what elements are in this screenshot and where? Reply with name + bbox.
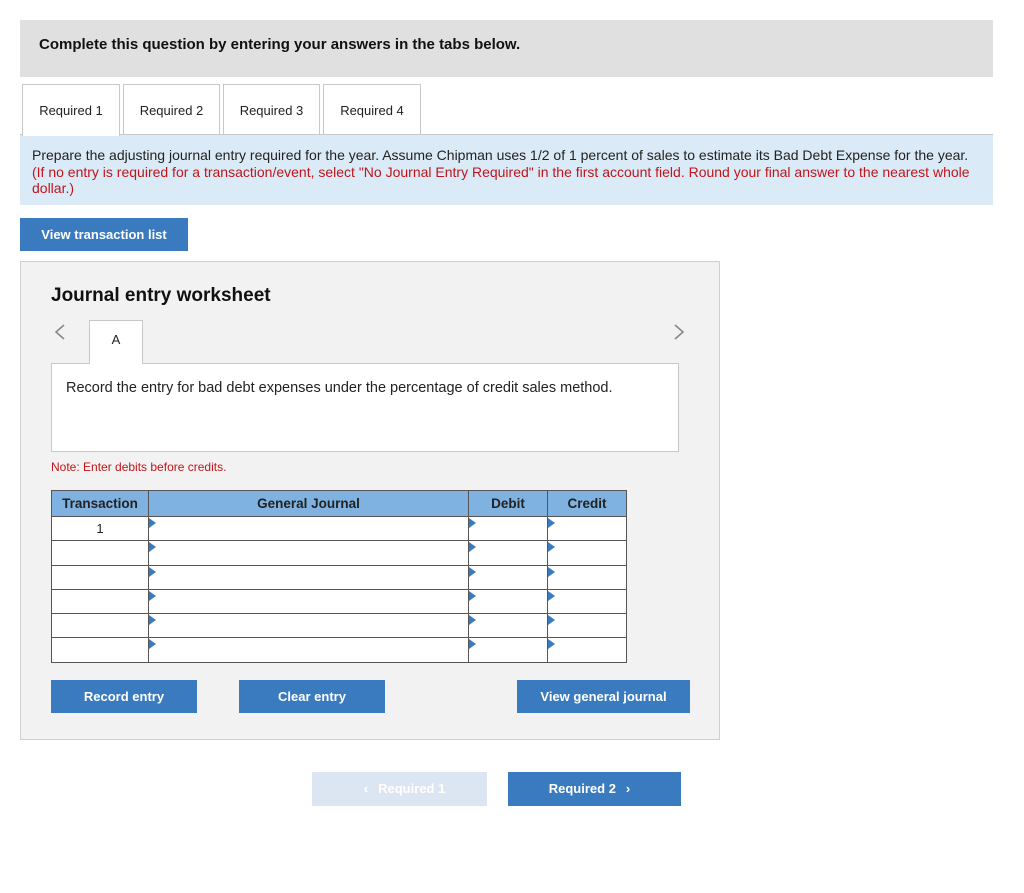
table-row <box>52 565 627 589</box>
record-entry-button[interactable]: Record entry <box>51 680 197 713</box>
tab-required-2[interactable]: Required 2 <box>123 84 220 135</box>
credit-field[interactable] <box>548 541 627 565</box>
input-marker-icon <box>548 518 555 528</box>
entry-tab-a[interactable]: A <box>89 320 143 364</box>
transaction-cell <box>52 638 149 662</box>
column-header-credit: Credit <box>548 491 627 517</box>
transaction-cell <box>52 565 149 589</box>
chevron-left-icon[interactable] <box>53 323 67 347</box>
journal-entry-worksheet <box>20 261 720 740</box>
transaction-cell <box>52 541 149 565</box>
table-row <box>52 638 627 662</box>
table-row <box>52 589 627 613</box>
entry-prompt: Record the entry for bad debt expenses under the percentage of credit sales method. <box>51 363 679 452</box>
input-marker-icon <box>469 518 476 528</box>
dropdown-marker-icon <box>149 518 156 528</box>
credit-field[interactable] <box>548 638 627 662</box>
column-header-transaction: Transaction <box>52 491 149 517</box>
view-transaction-list-button[interactable]: View transaction list <box>20 218 188 251</box>
transaction-cell: 1 <box>52 517 149 541</box>
journal-table <box>51 490 627 663</box>
dropdown-marker-icon <box>149 591 156 601</box>
view-general-journal-button[interactable]: View general journal <box>517 680 690 713</box>
input-marker-icon <box>548 542 555 552</box>
credit-field[interactable] <box>548 517 627 541</box>
chevron-left-icon: ‹ <box>363 781 369 796</box>
debit-field[interactable] <box>469 638 548 662</box>
tab-required-1[interactable]: Required 1 <box>22 84 120 136</box>
debit-field[interactable] <box>469 517 548 541</box>
input-marker-icon <box>469 567 476 577</box>
tab-required-4[interactable]: Required 4 <box>323 84 421 135</box>
prev-required-label: Required 1 <box>378 781 446 796</box>
tab-required-3[interactable]: Required 3 <box>223 84 320 135</box>
input-marker-icon <box>548 615 555 625</box>
input-marker-icon <box>548 567 555 577</box>
transaction-cell <box>52 589 149 613</box>
dropdown-marker-icon <box>149 542 156 552</box>
question-instructions <box>20 135 993 205</box>
account-field[interactable] <box>149 638 469 662</box>
clear-entry-button[interactable]: Clear entry <box>239 680 385 713</box>
table-row <box>52 517 627 541</box>
transaction-cell <box>52 614 149 638</box>
chevron-right-icon[interactable] <box>672 323 686 347</box>
credit-field[interactable] <box>548 565 627 589</box>
instructions-main: Prepare the adjusting journal entry required for the year. Assume Chipman uses 1/2 of 1 percent of sales to estimate its Bad Debt Expense for the year. <box>32 147 969 163</box>
account-field[interactable] <box>149 541 469 565</box>
debit-field[interactable] <box>469 589 548 613</box>
account-field[interactable] <box>149 565 469 589</box>
credit-field[interactable] <box>548 614 627 638</box>
account-field[interactable] <box>149 517 469 541</box>
credit-field[interactable] <box>548 589 627 613</box>
banner-text: Complete this question by entering your answers in the tabs below. <box>39 36 521 53</box>
debit-field[interactable] <box>469 614 548 638</box>
instructions-banner <box>20 20 993 77</box>
input-marker-icon <box>469 639 476 649</box>
debit-field[interactable] <box>469 565 548 589</box>
column-header-debit: Debit <box>469 491 548 517</box>
worksheet-title: Journal entry worksheet <box>51 285 271 306</box>
table-row <box>52 614 627 638</box>
input-marker-icon <box>469 542 476 552</box>
input-marker-icon <box>469 591 476 601</box>
next-required-button[interactable] <box>508 772 681 806</box>
debit-credit-note: Note: Enter debits before credits. <box>51 460 227 474</box>
input-marker-icon <box>548 591 555 601</box>
chevron-right-icon: › <box>625 781 631 796</box>
prev-required-button[interactable] <box>312 772 487 806</box>
column-header-general-journal: General Journal <box>149 491 469 517</box>
input-marker-icon <box>548 639 555 649</box>
account-field[interactable] <box>149 589 469 613</box>
table-row <box>52 541 627 565</box>
debit-field[interactable] <box>469 541 548 565</box>
account-field[interactable] <box>149 614 469 638</box>
instructions-red: (If no entry is required for a transaction/event, select "No Journal Entry Required" in the first account field. Round your final answer to the nearest whole dollar.) <box>32 163 970 196</box>
dropdown-marker-icon <box>149 639 156 649</box>
next-required-label: Required 2 <box>548 781 616 796</box>
input-marker-icon <box>469 615 476 625</box>
dropdown-marker-icon <box>149 615 156 625</box>
dropdown-marker-icon <box>149 567 156 577</box>
